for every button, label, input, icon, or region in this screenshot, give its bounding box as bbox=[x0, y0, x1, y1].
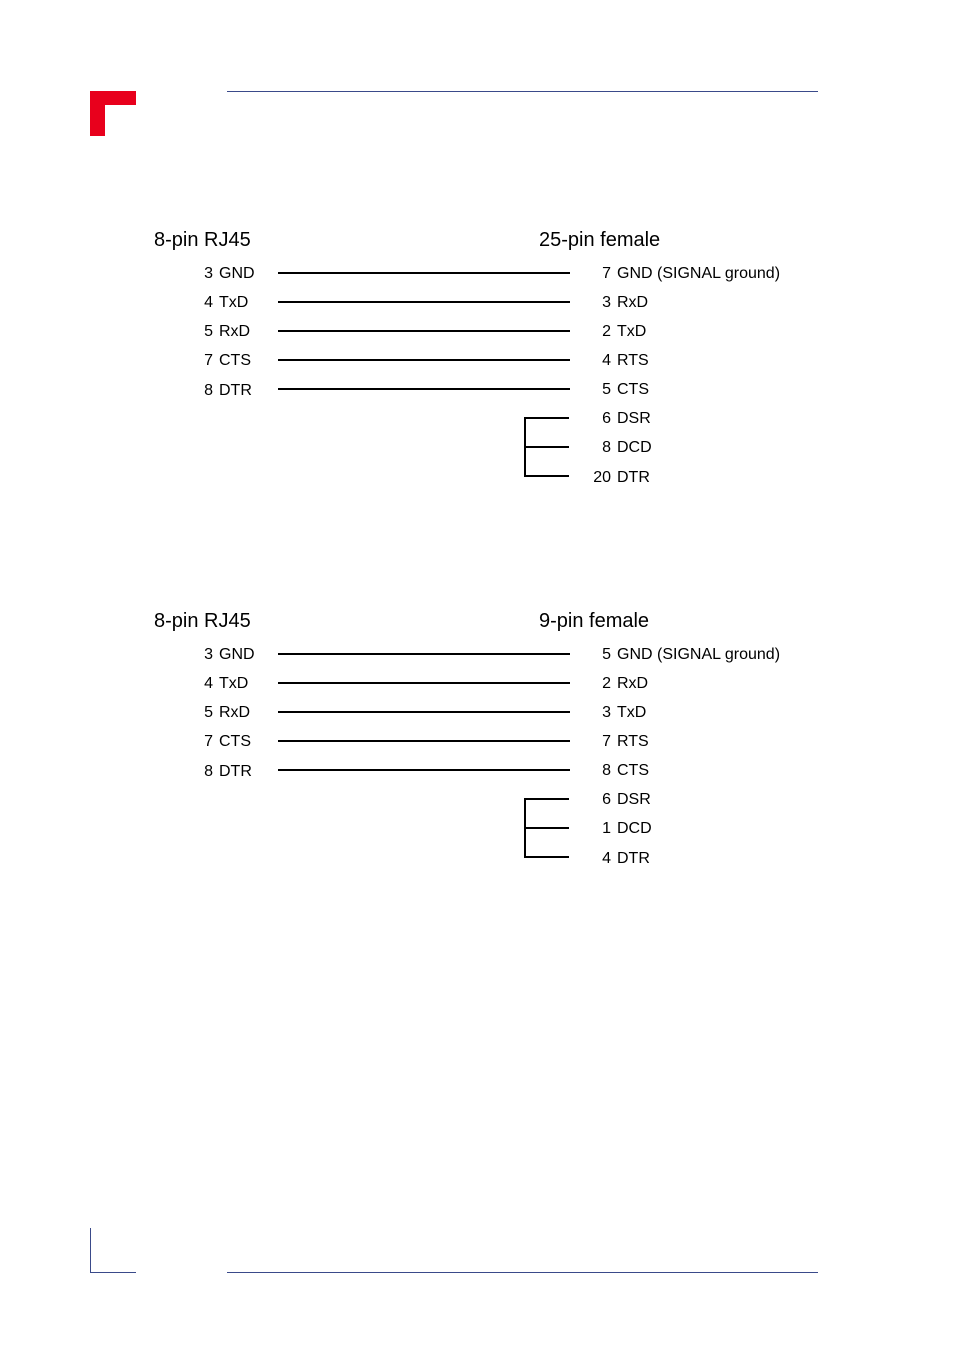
right-connector-header: 9-pin female bbox=[539, 610, 650, 632]
right-pin: 8 DCD bbox=[602, 439, 652, 456]
left-pin: 7 CTS bbox=[204, 733, 251, 750]
right-connector-header: 25-pin female bbox=[539, 229, 661, 251]
wire bbox=[278, 272, 570, 274]
left-pin: 3 GND bbox=[204, 265, 255, 282]
right-pin: 1 DCD bbox=[602, 820, 652, 837]
wiring-diagram-25pin bbox=[0, 225, 954, 505]
right-pin: 7 RTS bbox=[602, 733, 649, 750]
wire bbox=[278, 740, 570, 742]
wire bbox=[278, 388, 570, 390]
right-pin: 2 TxD bbox=[602, 323, 647, 340]
loopback-line bbox=[524, 417, 569, 419]
wire bbox=[278, 330, 570, 332]
loopback-line bbox=[524, 475, 569, 477]
left-pin: 4 TxD bbox=[204, 294, 249, 311]
right-pin: 6 DSR bbox=[602, 791, 651, 808]
loopback-line bbox=[524, 856, 569, 858]
right-pin: 4 DTR bbox=[602, 850, 650, 867]
header-rule bbox=[227, 91, 818, 92]
left-pin: 8 DTR bbox=[204, 763, 252, 780]
left-pin: 5 RxD bbox=[204, 704, 251, 721]
loopback-line bbox=[524, 446, 569, 448]
corner-mark-vertical bbox=[90, 91, 105, 136]
footer-rule bbox=[227, 1272, 818, 1273]
footer-corner-line bbox=[90, 1272, 136, 1273]
left-pin: 3 GND bbox=[204, 646, 255, 663]
right-pin: 6 DSR bbox=[602, 410, 651, 427]
wire bbox=[278, 653, 570, 655]
footer-corner-mark bbox=[90, 1228, 91, 1273]
loopback-line bbox=[524, 798, 569, 800]
right-pin: 7 GND (SIGNAL ground) bbox=[602, 265, 781, 282]
left-pin: 7 CTS bbox=[204, 352, 251, 369]
left-pin: 8 DTR bbox=[204, 382, 252, 399]
wire bbox=[278, 359, 570, 361]
right-pin: 2 RxD bbox=[602, 675, 649, 692]
wire bbox=[278, 711, 570, 713]
left-connector-header: 8-pin RJ45 bbox=[154, 229, 251, 251]
left-pin: 5 RxD bbox=[204, 323, 251, 340]
loopback-line bbox=[524, 827, 569, 829]
left-pin: 4 TxD bbox=[204, 675, 249, 692]
right-pin: 20 DTR bbox=[593, 469, 650, 486]
left-connector-header: 8-pin RJ45 bbox=[154, 610, 251, 632]
right-pin: 3 TxD bbox=[602, 704, 647, 721]
wire bbox=[278, 301, 570, 303]
wiring-diagram-9pin bbox=[0, 606, 954, 886]
right-pin: 3 RxD bbox=[602, 294, 649, 311]
right-pin: 5 GND (SIGNAL ground) bbox=[602, 646, 781, 663]
right-pin: 5 CTS bbox=[602, 381, 649, 398]
wire bbox=[278, 769, 570, 771]
wire bbox=[278, 682, 570, 684]
right-pin: 4 RTS bbox=[602, 352, 649, 369]
right-pin: 8 CTS bbox=[602, 762, 649, 779]
